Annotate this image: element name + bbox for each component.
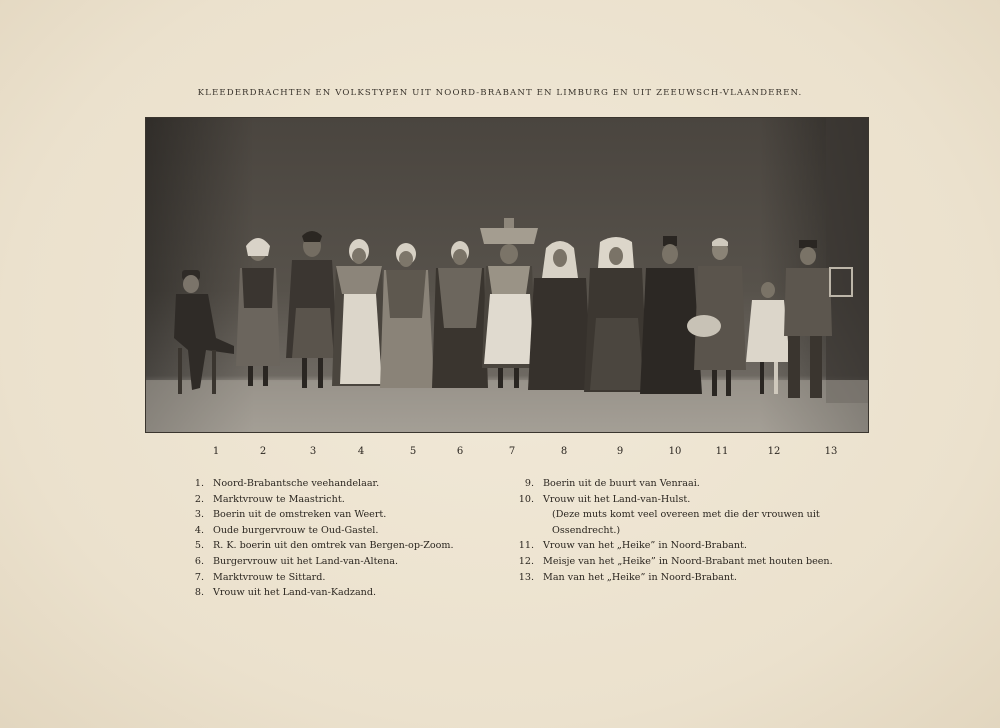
legend-text: Man van het „Heike” in Noord-Brabant.: [543, 571, 737, 583]
photograph-image: [146, 118, 868, 432]
legend-note: Ossendrecht.): [552, 524, 621, 536]
legend-item: [190, 538, 454, 554]
figure-number: 6: [456, 446, 464, 457]
figure-number: 3: [309, 446, 317, 457]
page-title: KLEEDERDRACHTEN EN VOLKSTYPEN UIT NOORD-BRABANT EN LIMBURG EN UIT ZEEUWSCH-VLAANDEREN.: [197, 88, 803, 98]
legend-text: Meisje van het „Heike” in Noord-Brabant met houten been.: [543, 555, 833, 567]
legend-text: Marktvrouw te Sittard.: [213, 571, 326, 583]
figure-number: 9: [616, 446, 624, 457]
legend-left-column: [190, 476, 454, 601]
legend-text: Vrouw uit het Land-van-Hulst.: [543, 493, 691, 505]
legend-item: [190, 585, 454, 601]
legend-item: [512, 554, 833, 570]
legend-number: 8.: [194, 587, 204, 599]
legend-number: 1.: [194, 478, 204, 489]
legend-item: [190, 492, 454, 508]
legend-text: Noord-Brabantsche veehandelaar.: [213, 478, 380, 489]
legend-item: [512, 570, 833, 586]
figure-number: 2: [259, 446, 267, 457]
figure-number: 1: [212, 446, 220, 457]
legend-number: 4.: [194, 524, 204, 536]
legend-number: 6.: [194, 555, 204, 567]
legend-item: [512, 538, 833, 554]
legend-number: 3.: [194, 509, 204, 521]
legend-number: 9.: [524, 478, 534, 489]
legend-text: Burgervrouw uit het Land-van-Altena.: [213, 555, 399, 567]
legend-number: 11.: [518, 540, 534, 552]
legend-item: [190, 476, 454, 492]
legend-text: Boerin uit de buurt van Venraai.: [543, 478, 700, 489]
legend-number: 10.: [518, 493, 534, 505]
legend-number: 5.: [194, 540, 204, 552]
figure-number-row: [0, 446, 1000, 460]
legend-item: [512, 476, 833, 492]
figure-number: 10: [668, 446, 682, 457]
legend-text: Marktvrouw te Maastricht.: [213, 493, 345, 505]
legend-item: [190, 507, 454, 523]
legend-item: [190, 523, 454, 539]
legend-number: 13.: [518, 571, 534, 583]
legend-number: 2.: [194, 493, 204, 505]
legend-number: 12.: [518, 555, 534, 567]
legend-item: [512, 492, 833, 508]
legend-text: Boerin uit de omstreken van Weert.: [213, 509, 387, 521]
figure-number: 7: [508, 446, 516, 457]
group-photograph: [145, 117, 869, 433]
legend-number: 7.: [194, 571, 204, 583]
legend-text: R. K. boerin uit den omtrek van Bergen-op-Zoom.: [213, 540, 454, 552]
legend-text: Vrouw uit het Land-van-Kadzand.: [213, 587, 377, 599]
legend-text: Oude burgervrouw te Oud-Gastel.: [213, 524, 379, 536]
figure-number: 8: [560, 446, 568, 457]
legend-note: (Deze muts komt veel overeen met die der vrouwen uit: [552, 509, 820, 521]
legend-right-column: [512, 476, 833, 585]
figure-number: 5: [409, 446, 417, 457]
legend-item: [190, 570, 454, 586]
legend-text: Vrouw van het „Heike” in Noord-Brabant.: [543, 540, 747, 552]
figure-number: 4: [357, 446, 365, 457]
figure-number: 11: [715, 446, 729, 457]
legend-item: [190, 554, 454, 570]
figure-number: 13: [824, 446, 838, 457]
figure-number: 12: [767, 446, 781, 457]
